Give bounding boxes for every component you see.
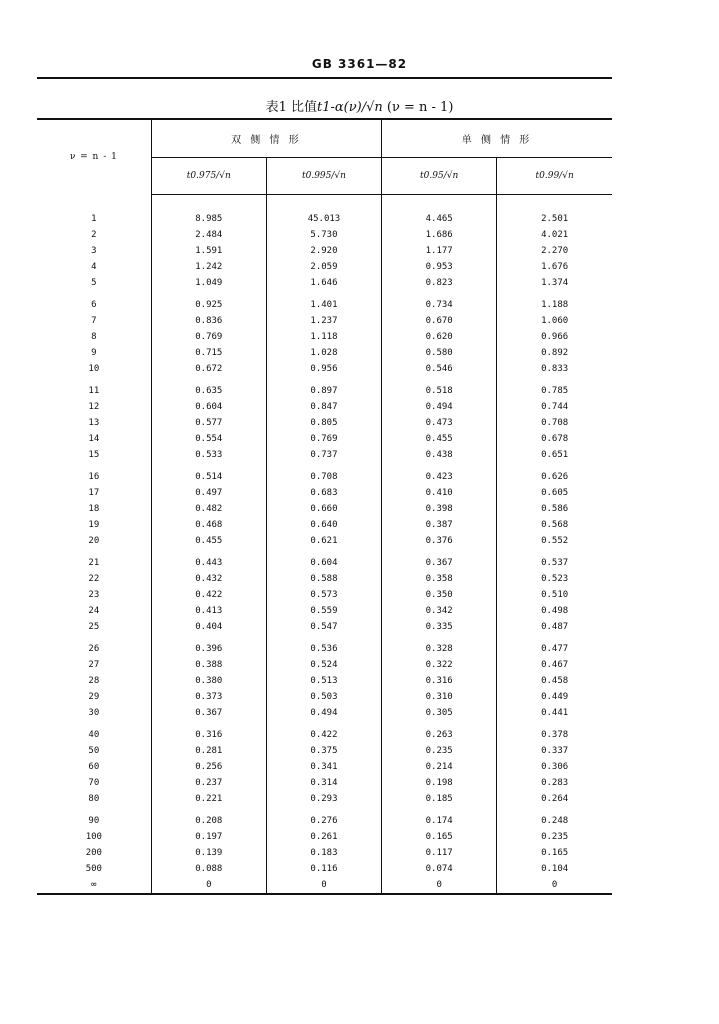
value-cell: 0.165: [497, 845, 612, 861]
nu-cell: 60: [88, 762, 100, 772]
value-cell: 0.263: [382, 721, 497, 743]
table-row: [37, 571, 612, 587]
value-cell: 0.422: [151, 587, 266, 603]
value-cell: 0.441: [497, 705, 612, 721]
nu-cell: 11: [88, 386, 100, 396]
nu-cell: 500: [85, 864, 102, 874]
table-row: [37, 275, 612, 291]
table-row: [37, 243, 612, 259]
value-cell: 0.708: [266, 463, 381, 485]
value-cell: 0.398: [382, 501, 497, 517]
value-cell: 0.805: [266, 415, 381, 431]
nu-cell: 6: [91, 300, 97, 310]
value-cell: 0.672: [151, 361, 266, 377]
value-cell: 0.953: [382, 259, 497, 275]
value-cell: 0.467: [497, 657, 612, 673]
value-cell: 0.651: [497, 447, 612, 463]
table-row: [37, 517, 612, 533]
nu-cell: ∞: [37, 877, 151, 894]
table-row: [37, 791, 612, 807]
value-cell: 0.823: [382, 275, 497, 291]
value-cell: 8.985: [151, 211, 266, 227]
value-cell: 1.591: [151, 243, 266, 259]
value-cell: 2.484: [151, 227, 266, 243]
value-cell: 0.322: [382, 657, 497, 673]
nu-cell: 28: [88, 676, 100, 686]
value-cell: 0.314: [266, 775, 381, 791]
table-body: [37, 195, 612, 895]
table-row: [37, 673, 612, 689]
value-cell: 4.465: [382, 211, 497, 227]
table-row: [37, 877, 612, 894]
spacer-cell: [497, 195, 612, 212]
nu-cell: 40: [88, 730, 100, 740]
nu-cell: 1: [91, 214, 97, 224]
value-cell: 0.678: [497, 431, 612, 447]
nu-cell: 19: [88, 520, 100, 530]
spacer-cell: [151, 195, 266, 212]
nu-cell: 27: [88, 660, 100, 670]
value-cell: 2.059: [266, 259, 381, 275]
nu-cell: 10: [88, 364, 100, 374]
value-cell: 0.552: [497, 533, 612, 549]
value-cell: 0.626: [497, 463, 612, 485]
value-cell: 0.335: [382, 619, 497, 635]
table-row: [37, 619, 612, 635]
value-cell: 0.670: [382, 313, 497, 329]
value-cell: 0.139: [151, 845, 266, 861]
nu-header: ν = n - 1: [69, 152, 118, 163]
nu-cell: 12: [88, 402, 100, 412]
value-cell: 0.568: [497, 517, 612, 533]
value-cell: 0.956: [266, 361, 381, 377]
value-cell: 0.897: [266, 377, 381, 399]
value-cell: 1.118: [266, 329, 381, 345]
col-header-t099: [497, 158, 612, 195]
value-cell: 0.214: [382, 759, 497, 775]
ratio-table: [37, 120, 612, 895]
value-cell: 0.198: [382, 775, 497, 791]
value-cell: 0.449: [497, 689, 612, 705]
value-cell: 2.920: [266, 243, 381, 259]
value-cell: 0.498: [497, 603, 612, 619]
nu-cell: 23: [88, 590, 100, 600]
value-cell: 0.554: [151, 431, 266, 447]
value-cell: 1.242: [151, 259, 266, 275]
value-cell: 0.261: [266, 829, 381, 845]
value-cell: 0.737: [266, 447, 381, 463]
value-cell: 0.293: [266, 791, 381, 807]
value-cell: 0.388: [151, 657, 266, 673]
nu-cell: 26: [88, 644, 100, 654]
value-cell: 0.378: [497, 721, 612, 743]
table-row: [37, 447, 612, 463]
standard-number: GB 3361—82: [311, 57, 408, 71]
table-row: [37, 807, 612, 829]
spacer-cell: [266, 195, 381, 212]
value-cell: 0.174: [382, 807, 497, 829]
value-cell: 0.533: [151, 447, 266, 463]
value-cell: 0.518: [382, 377, 497, 399]
nu-cell: 29: [88, 692, 100, 702]
table-row: [37, 485, 612, 501]
nu-cell: 80: [88, 794, 100, 804]
spacer-cell: [37, 195, 151, 212]
value-cell: 0: [497, 877, 612, 894]
table-row: [37, 361, 612, 377]
value-cell: 1.028: [266, 345, 381, 361]
value-cell: 0.640: [266, 517, 381, 533]
value-cell: 0: [266, 877, 381, 894]
value-cell: 0.316: [151, 721, 266, 743]
value-cell: 0.477: [497, 635, 612, 657]
value-cell: 0.183: [266, 845, 381, 861]
value-cell: 0.235: [382, 743, 497, 759]
value-cell: 0.708: [497, 415, 612, 431]
value-cell: 0.413: [151, 603, 266, 619]
nu-cell: 16: [88, 472, 100, 482]
value-cell: 0.410: [382, 485, 497, 501]
value-cell: 0.281: [151, 743, 266, 759]
table-row: [37, 705, 612, 721]
table-row: [37, 501, 612, 517]
value-cell: 5.730: [266, 227, 381, 243]
nu-cell: 100: [85, 832, 102, 842]
value-cell: 1.401: [266, 291, 381, 313]
table-row: [37, 743, 612, 759]
value-cell: 0.546: [382, 361, 497, 377]
value-cell: 1.237: [266, 313, 381, 329]
value-cell: 4.021: [497, 227, 612, 243]
nu-cell: 90: [88, 816, 100, 826]
value-cell: 0.455: [151, 533, 266, 549]
value-cell: 0.487: [497, 619, 612, 635]
value-cell: 0.482: [151, 501, 266, 517]
value-cell: 0.573: [266, 587, 381, 603]
table-row: [37, 377, 612, 399]
nu-cell: 22: [88, 574, 100, 584]
value-cell: 0.847: [266, 399, 381, 415]
value-cell: 0.925: [151, 291, 266, 313]
nu-cell: 3: [91, 246, 97, 256]
value-cell: 0.367: [382, 549, 497, 571]
table-row: [37, 635, 612, 657]
value-cell: 1.188: [497, 291, 612, 313]
value-cell: 0.197: [151, 829, 266, 845]
value-cell: 0.833: [497, 361, 612, 377]
value-cell: 0.423: [382, 463, 497, 485]
table-row: [37, 291, 612, 313]
col-header-t0995: [266, 158, 381, 195]
nu-cell: 18: [88, 504, 100, 514]
value-cell: 0.524: [266, 657, 381, 673]
value-cell: 0.620: [382, 329, 497, 345]
table-row: [37, 829, 612, 845]
value-cell: 0.387: [382, 517, 497, 533]
title-prefix: 表1 比值: [265, 100, 317, 115]
value-cell: 0.380: [151, 673, 266, 689]
title-formula: t1-α(ν)/√n: [317, 100, 383, 115]
value-cell: 0.523: [497, 571, 612, 587]
nu-cell: 15: [88, 450, 100, 460]
value-cell: 0.283: [497, 775, 612, 791]
value-cell: 0.185: [382, 791, 497, 807]
table-title: [0, 96, 719, 115]
value-cell: 0.117: [382, 845, 497, 861]
nu-cell: 70: [88, 778, 100, 788]
value-cell: 0.248: [497, 807, 612, 829]
one-sided-header: 单 侧 情 形: [382, 120, 612, 158]
table-row: [37, 227, 612, 243]
table-row: [37, 431, 612, 447]
value-cell: 0.586: [497, 501, 612, 517]
table-row: [37, 689, 612, 705]
table-row: [37, 259, 612, 275]
table-row: [37, 603, 612, 619]
table-row: [37, 861, 612, 877]
table-row: [37, 399, 612, 415]
value-cell: 0.316: [382, 673, 497, 689]
table-row: [37, 415, 612, 431]
value-cell: 0.443: [151, 549, 266, 571]
value-cell: 0.497: [151, 485, 266, 501]
value-cell: 0: [151, 877, 266, 894]
value-cell: 0.473: [382, 415, 497, 431]
value-cell: 1.049: [151, 275, 266, 291]
value-cell: 0.328: [382, 635, 497, 657]
value-cell: 0.536: [266, 635, 381, 657]
value-cell: 0.438: [382, 447, 497, 463]
value-cell: 1.676: [497, 259, 612, 275]
value-cell: 0.458: [497, 673, 612, 689]
table-row: [37, 587, 612, 603]
value-cell: 0.836: [151, 313, 266, 329]
col-header-label: t0.99/√n: [535, 171, 574, 181]
value-cell: 0.785: [497, 377, 612, 399]
nu-cell: 24: [88, 606, 100, 616]
title-suffix: (ν = n - 1): [382, 100, 454, 115]
value-cell: 0.088: [151, 861, 266, 877]
nu-cell: 9: [91, 348, 97, 358]
value-cell: 0.503: [266, 689, 381, 705]
value-cell: 0.310: [382, 689, 497, 705]
value-cell: 0.264: [497, 791, 612, 807]
table-row: [37, 721, 612, 743]
value-cell: 2.270: [497, 243, 612, 259]
value-cell: 0.235: [497, 829, 612, 845]
spacer-cell: [382, 195, 497, 212]
value-cell: 0.514: [151, 463, 266, 485]
value-cell: 0.604: [266, 549, 381, 571]
value-cell: 0: [382, 877, 497, 894]
header-rule: [37, 77, 612, 79]
nu-cell: 30: [88, 708, 100, 718]
nu-cell: 8: [91, 332, 97, 342]
col-header-label: t0.975/√n: [186, 171, 231, 181]
value-cell: 1.686: [382, 227, 497, 243]
value-cell: 0.621: [266, 533, 381, 549]
value-cell: 0.892: [497, 345, 612, 361]
table-row: [37, 775, 612, 791]
table-row: [37, 211, 612, 227]
value-cell: 1.177: [382, 243, 497, 259]
value-cell: 0.966: [497, 329, 612, 345]
value-cell: 0.494: [382, 399, 497, 415]
nu-cell: 4: [91, 262, 97, 272]
value-cell: 1.374: [497, 275, 612, 291]
nu-cell: 14: [88, 434, 100, 444]
value-cell: 0.337: [497, 743, 612, 759]
value-cell: 0.537: [497, 549, 612, 571]
value-cell: 0.358: [382, 571, 497, 587]
col-header-label: t0.995/√n: [302, 171, 346, 181]
table-row: [37, 533, 612, 549]
value-cell: 0.376: [382, 533, 497, 549]
table-row: [37, 345, 612, 361]
nu-cell: 25: [88, 622, 100, 632]
table-row: [37, 549, 612, 571]
value-cell: 45.013: [266, 211, 381, 227]
value-cell: 0.683: [266, 485, 381, 501]
col-header-t0975: [151, 158, 266, 195]
value-cell: 0.769: [151, 329, 266, 345]
value-cell: 0.165: [382, 829, 497, 845]
value-cell: 0.455: [382, 431, 497, 447]
value-cell: 0.635: [151, 377, 266, 399]
value-cell: 0.432: [151, 571, 266, 587]
value-cell: 0.715: [151, 345, 266, 361]
value-cell: 0.342: [382, 603, 497, 619]
value-cell: 0.494: [266, 705, 381, 721]
value-cell: 0.373: [151, 689, 266, 705]
value-cell: 0.305: [382, 705, 497, 721]
nu-cell: 2: [91, 230, 97, 240]
col-header-label: t0.95/√n: [420, 171, 459, 181]
nu-cell: 20: [88, 536, 100, 546]
value-cell: 0.404: [151, 619, 266, 635]
value-cell: 0.660: [266, 501, 381, 517]
table-row: [37, 845, 612, 861]
value-cell: 0.605: [497, 485, 612, 501]
value-cell: 0.422: [266, 721, 381, 743]
value-cell: 0.367: [151, 705, 266, 721]
table-row: [37, 313, 612, 329]
value-cell: 0.769: [266, 431, 381, 447]
nu-cell: 21: [88, 558, 100, 568]
value-cell: 2.501: [497, 211, 612, 227]
value-cell: 0.396: [151, 635, 266, 657]
value-cell: 0.276: [266, 807, 381, 829]
value-cell: 0.375: [266, 743, 381, 759]
value-cell: 0.341: [266, 759, 381, 775]
nu-cell: 7: [91, 316, 97, 326]
value-cell: 0.208: [151, 807, 266, 829]
value-cell: 0.510: [497, 587, 612, 603]
table-row: [37, 463, 612, 485]
value-cell: 0.468: [151, 517, 266, 533]
nu-cell: 200: [85, 848, 102, 858]
value-cell: 0.734: [382, 291, 497, 313]
value-cell: 0.221: [151, 791, 266, 807]
value-cell: 0.588: [266, 571, 381, 587]
nu-cell: 13: [88, 418, 100, 428]
value-cell: 0.577: [151, 415, 266, 431]
value-cell: 0.104: [497, 861, 612, 877]
value-cell: 0.604: [151, 399, 266, 415]
nu-cell: 50: [88, 746, 100, 756]
value-cell: 0.744: [497, 399, 612, 415]
value-cell: 0.306: [497, 759, 612, 775]
table-row: [37, 329, 612, 345]
value-cell: 0.256: [151, 759, 266, 775]
two-sided-header: 双 侧 情 形: [151, 120, 381, 158]
value-cell: 0.513: [266, 673, 381, 689]
spacer-row: [37, 195, 612, 212]
nu-cell: 5: [91, 278, 97, 288]
col-header-t095: [382, 158, 497, 195]
value-cell: 0.237: [151, 775, 266, 791]
table-row: [37, 759, 612, 775]
value-cell: 1.060: [497, 313, 612, 329]
nu-cell: 17: [88, 488, 100, 498]
value-cell: 0.559: [266, 603, 381, 619]
value-cell: 1.646: [266, 275, 381, 291]
value-cell: 0.074: [382, 861, 497, 877]
value-cell: 0.547: [266, 619, 381, 635]
value-cell: 0.116: [266, 861, 381, 877]
value-cell: 0.580: [382, 345, 497, 361]
table-row: [37, 657, 612, 673]
value-cell: 0.350: [382, 587, 497, 603]
